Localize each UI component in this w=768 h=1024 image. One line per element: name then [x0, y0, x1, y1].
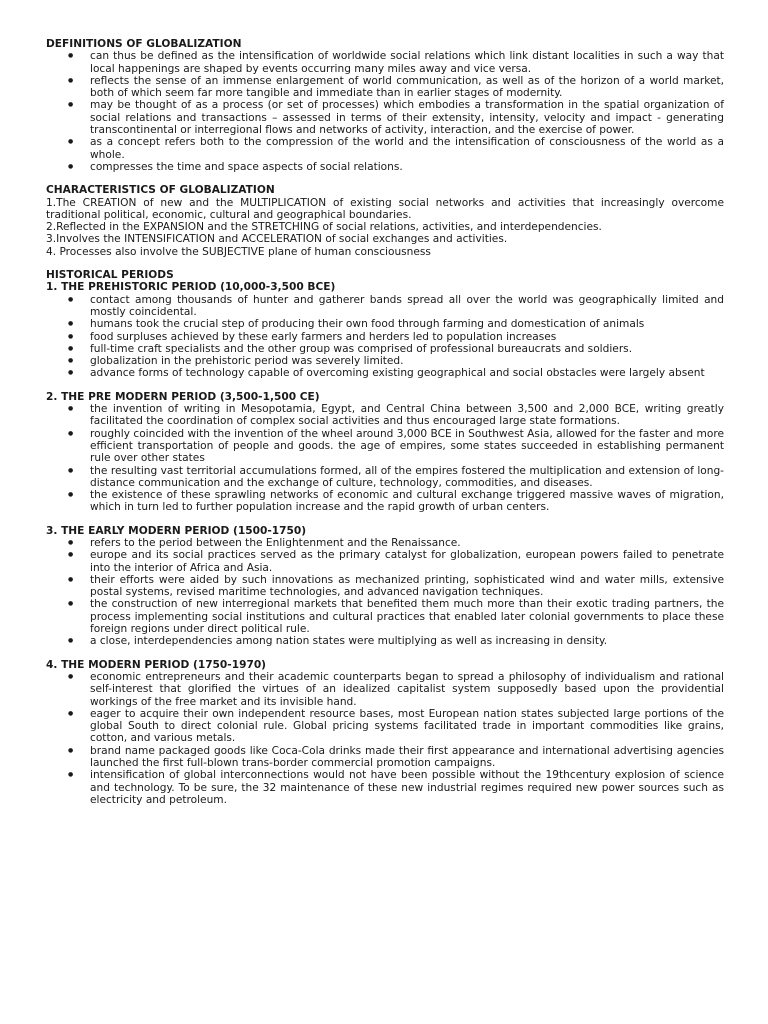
list-item: ● their efforts were aided by such innovations as mechanized printing, sophisticated wind and water mills, extensive postal systems, revised maritime technologies, and advanced navigation techniques.	[46, 574, 724, 599]
period-pre-modern	[46, 391, 724, 514]
period-early-modern	[46, 525, 724, 648]
characteristic-item: 2.Reflected in the EXPANSION and the STRETCHING of social relations, activities, and interdependencies.	[46, 221, 602, 234]
list-item: ● advance forms of technology capable of overcoming existing geographical and social obstacles were largely absent	[46, 367, 724, 379]
historical-heading: HISTORICAL PERIODS	[46, 269, 174, 282]
list-item: ● contact among thousands of hunter and gatherer bands spread all over the world was geographically limited and mostly coincidental.	[46, 294, 724, 319]
characteristics-section	[46, 184, 724, 258]
list-item: ● a close, interdependencies among nation states were multiplying as well as increasing in density.	[46, 635, 724, 647]
list-item: ● economic entrepreneurs and their academic counterparts began to spread a philosophy of individualism and rational self-interest that glorified the virtues of an idealized capitalist system supposedly based upon the providential workings of the free market and its invisible hand.	[46, 671, 724, 708]
list-item: ● intensification of global interconnections would not have been possible without the 19thcentury explosion of science and technology. To be sure, the 32 maintenance of these new industrial regimes required new power sources such as electricity and petroleum.	[46, 769, 724, 806]
list-item: ● the existence of these sprawling networks of economic and cultural exchange triggered massive waves of migration, which in turn led to further population increase and the rapid growth of urban centers.	[46, 489, 724, 514]
period-list	[46, 671, 724, 806]
list-item: ● food surpluses achieved by these early farmers and herders led to population increases	[46, 331, 724, 343]
characteristic-item: 3.Involves the INTENSIFICATION and ACCELERATION of social exchanges and activities.	[46, 233, 508, 246]
list-item: ● compresses the time and space aspects of social relations.	[46, 161, 724, 173]
list-item: ● the resulting vast territorial accumulations formed, all of the empires fostered the multiplication and extension of long-distance communication and the exchange of culture, technology, commodities, and diseases.	[46, 465, 724, 490]
period-modern	[46, 659, 724, 807]
characteristic-item: 4. Processes also involve the SUBJECTIVE plane of human consciousness	[46, 245, 431, 258]
list-item: ● the construction of new interregional markets that benefited them much more than their exotic trading partners, the process implementing social institutions and cultural practices that enabled later colonial governments to place these foreign regions under direct political rule.	[46, 598, 724, 635]
list-item: ● refers to the period between the Enlightenment and the Renaissance.	[46, 537, 724, 549]
period-list	[46, 403, 724, 514]
list-item: ● humans took the crucial step of producing their own food through farming and domestication of animals	[46, 318, 724, 330]
period-title: 2. THE PRE MODERN PERIOD (3,500-1,500 CE)	[46, 390, 320, 403]
list-item: ● may be thought of as a process (or set of processes) which embodies a transformation in the spatial organization of social relations and transactions – assessed in terms of their extensity, intensity, velocity and impact - generating transcontinental or interregional flows and networks of activity, interaction, and the exercise of power.	[46, 99, 724, 136]
list-item: ● the invention of writing in Mesopotamia, Egypt, and Central China between 3,500 and 2,000 BCE, writing greatly facilitated the coordination of complex social activities and thus encouraged large state formations.	[46, 403, 724, 428]
definitions-heading: DEFINITIONS OF GLOBALIZATION	[46, 38, 242, 50]
list-item: ● brand name packaged goods like Coca-Cola drinks made their first appearance and international advertising agencies launched the first full-blown trans-border commercial promotion campaigns.	[46, 745, 724, 770]
list-item: ● as a concept refers both to the compression of the world and the intensification of consciousness of the world as a whole.	[46, 136, 724, 161]
list-item: ● reflects the sense of an immense enlargement of world communication, as well as of the horizon of a world market, both of which seem far more tangible and immediate than in earlier stages of modernity.	[46, 75, 724, 100]
characteristic-item: 1.The CREATION of new and the MULTIPLICATION of existing social networks and activities that increasingly overcome traditional political, economic, cultural and geographical boundaries.	[46, 196, 724, 221]
list-item: ● europe and its social practices served as the primary catalyst for globalization, european powers failed to penetrate into the interior of Africa and Asia.	[46, 549, 724, 574]
list-item: ● can thus be defined as the intensification of worldwide social relations which link distant localities in such a way that local happenings are shaped by events occurring many miles away and vice versa.	[46, 50, 724, 75]
list-item: ● globalization in the prehistoric period was severely limited.	[46, 355, 724, 367]
list-item: ● full-time craft specialists and the other group was comprised of professional bureaucrats and soldiers.	[46, 343, 724, 355]
list-item: ● roughly coincided with the invention of the wheel around 3,000 BCE in Southwest Asia, allowed for the faster and more efficient transportation of people and goods. the age of empires, some states succeeded in establishing permanent rule over other states	[46, 428, 724, 465]
period-title: 3. THE EARLY MODERN PERIOD (1500-1750)	[46, 524, 307, 537]
list-item: ● eager to acquire their own independent resource bases, most European nation states subjected large portions of the global South to direct colonial rule. Global pricing systems facilitated trade in important commodities like grains, cotton, and various metals.	[46, 708, 724, 745]
characteristics-heading: CHARACTERISTICS OF GLOBALIZATION	[46, 184, 275, 197]
period-title: 4. THE MODERN PERIOD (1750-1970)	[46, 658, 267, 671]
historical-periods-section	[46, 269, 724, 806]
period-title: 1. THE PREHISTORIC PERIOD (10,000-3,500 BCE)	[46, 281, 336, 294]
definitions-section	[46, 38, 724, 173]
period-list	[46, 294, 724, 380]
period-list	[46, 537, 724, 648]
period-prehistoric	[46, 281, 724, 379]
definitions-list	[46, 50, 724, 173]
